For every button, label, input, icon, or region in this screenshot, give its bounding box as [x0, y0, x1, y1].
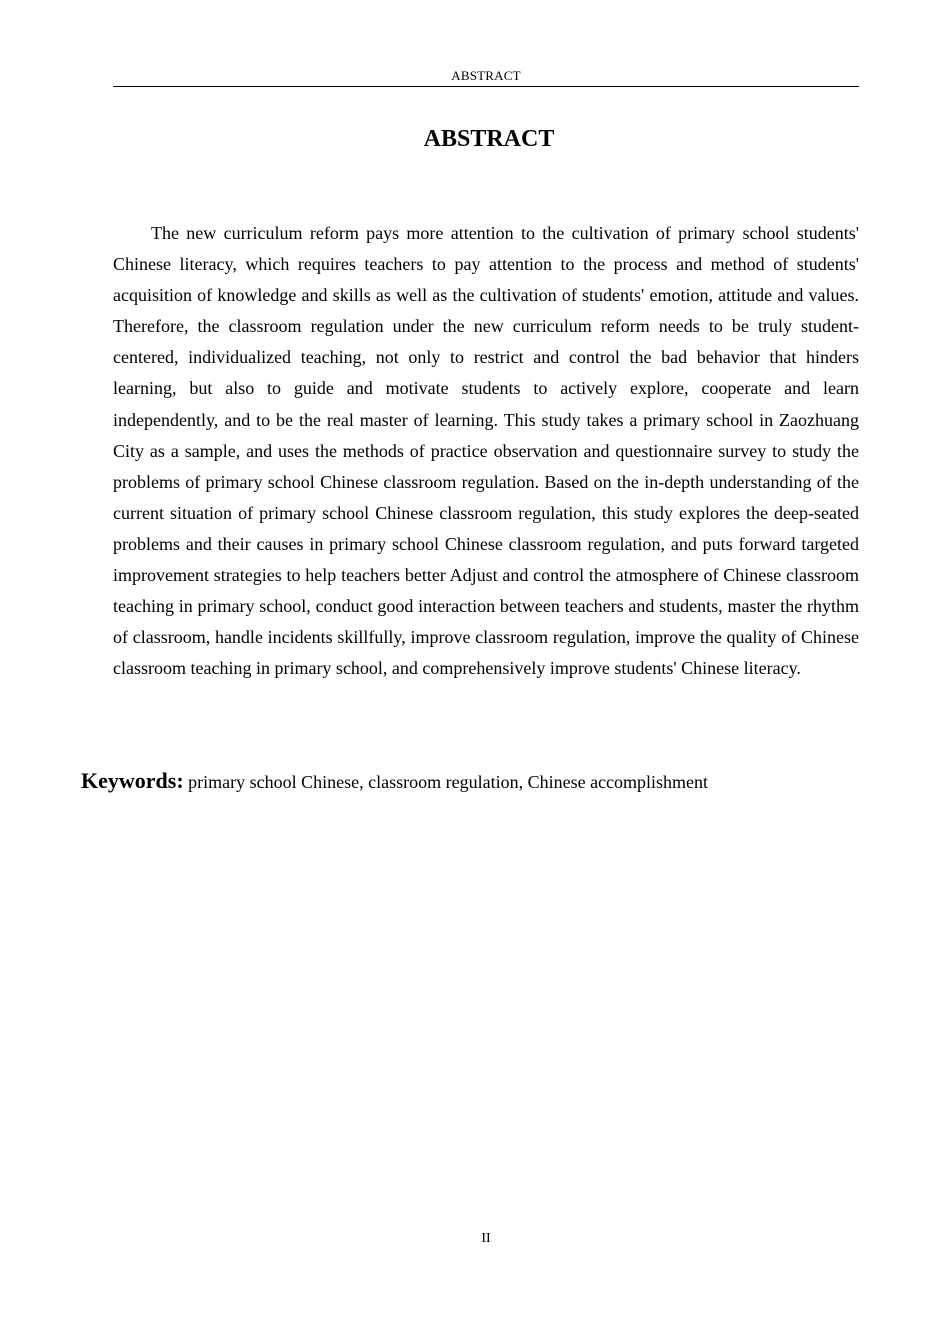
keywords-text: primary school Chinese, classroom regulation, Chinese accomplishment	[188, 772, 709, 792]
keywords-label: Keywords:	[81, 768, 184, 793]
abstract-paragraph: The new curriculum reform pays more attention to the cultivation of primary school students' Chinese literacy, which requires teachers to pay attention to the process and method of students' acquisition of knowledge and skills as well as the cultivation of students' emotion, attitude and values. Therefore, the classroom regulation under the new curriculum reform needs to be truly student-centered, individualized teaching, not only to restrict and control the bad behavior that hinders learning, but also to guide and motivate students to actively explore, cooperate and learn independently, and to be the real master of learning. This study takes a primary school in Zaozhuang City as a sample, and uses the methods of practice observation and questionnaire survey to study the problems of primary school Chinese classroom regulation. Based on the in-depth understanding of the current situation of primary school Chinese classroom regulation, this study explores the deep-seated problems and their causes in primary school Chinese classroom regulation, and puts forward targeted improvement strategies to help teachers better Adjust and control the atmosphere of Chinese classroom teaching in primary school, conduct good interaction between teachers and students, master the rhythm of classroom, handle incidents skillfully, improve classroom regulation, improve the quality of Chinese classroom teaching in primary school, and comprehensively improve students' Chinese literacy.	[113, 223, 859, 679]
page-title: ABSTRACT	[423, 126, 555, 152]
running-header: ABSTRACT	[451, 68, 521, 83]
page-number: II	[481, 1231, 491, 1246]
header-divider	[113, 86, 859, 87]
keywords-line	[81, 765, 871, 798]
